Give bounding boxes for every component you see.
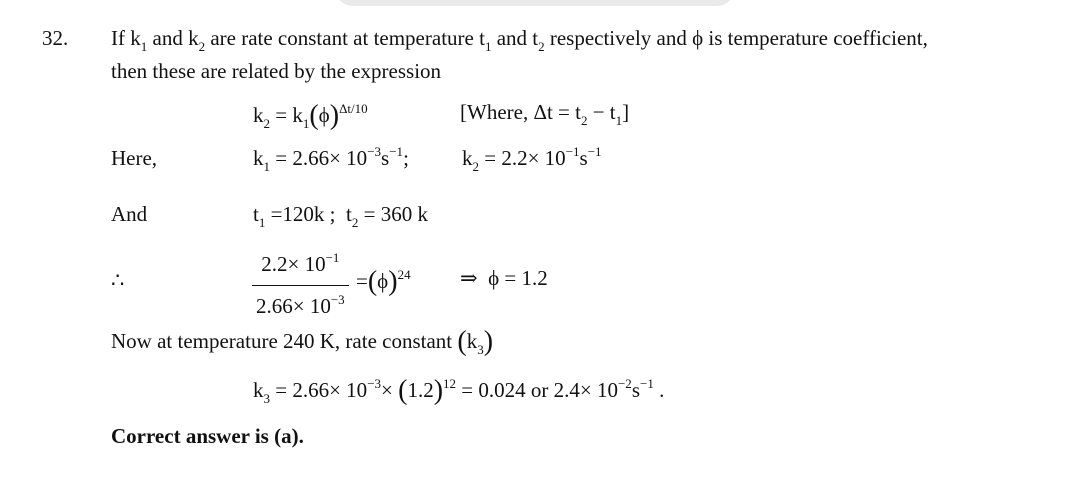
k2-value: $k_2 = 2.2\times 10^{-1}s^{-1}$ [462,144,602,174]
therefore-symbol: ∴ [111,268,125,292]
k1-value: $k_1 = 2.66\times 10^{-3}s^{-1}$; [253,144,409,174]
phi-result: ⇒ ϕ = 1.2 [460,266,548,290]
question-line-1: If $k_1$ and $k_2$ are rate constant at temperature $t_1$ and $t_2$ respectively and ϕ is temperature coefficient, [111,26,928,54]
phi-power: $=(\phi)^{24}$ [356,266,411,297]
correct-answer: Correct answer is (a). [111,424,304,448]
fraction-denominator: $2.66\times 10^{-3}$ [256,292,345,318]
k3-equation: $k_3 = 2.66\times 10^{-3}\times (1.2)^{12} = 0.024$ or $2.4\times 10^{-2}s^{-1}$ . [253,375,665,406]
ratio-fraction [252,252,349,319]
question-line-2: then these are related by the expression [111,59,442,83]
fraction-numerator: $2.2\times 10^{-1}$ [261,250,340,276]
here-label: Here, [111,146,158,170]
watermark-banner [335,0,735,6]
now-line: Now at temperature 240 K, rate constant $(k_3)$ [111,326,494,357]
question-number: 32. [42,26,69,50]
relation-equation: $k_2 = k_1(\phi)^{\Delta t/10}$ [253,100,368,131]
where-clause: [Where, $\Delta t = t_2 - t_1$] [460,100,630,128]
and-label: And [111,202,148,226]
temperatures: $t_1 =120k$ ; $t_2 = 360$ k [253,202,428,230]
